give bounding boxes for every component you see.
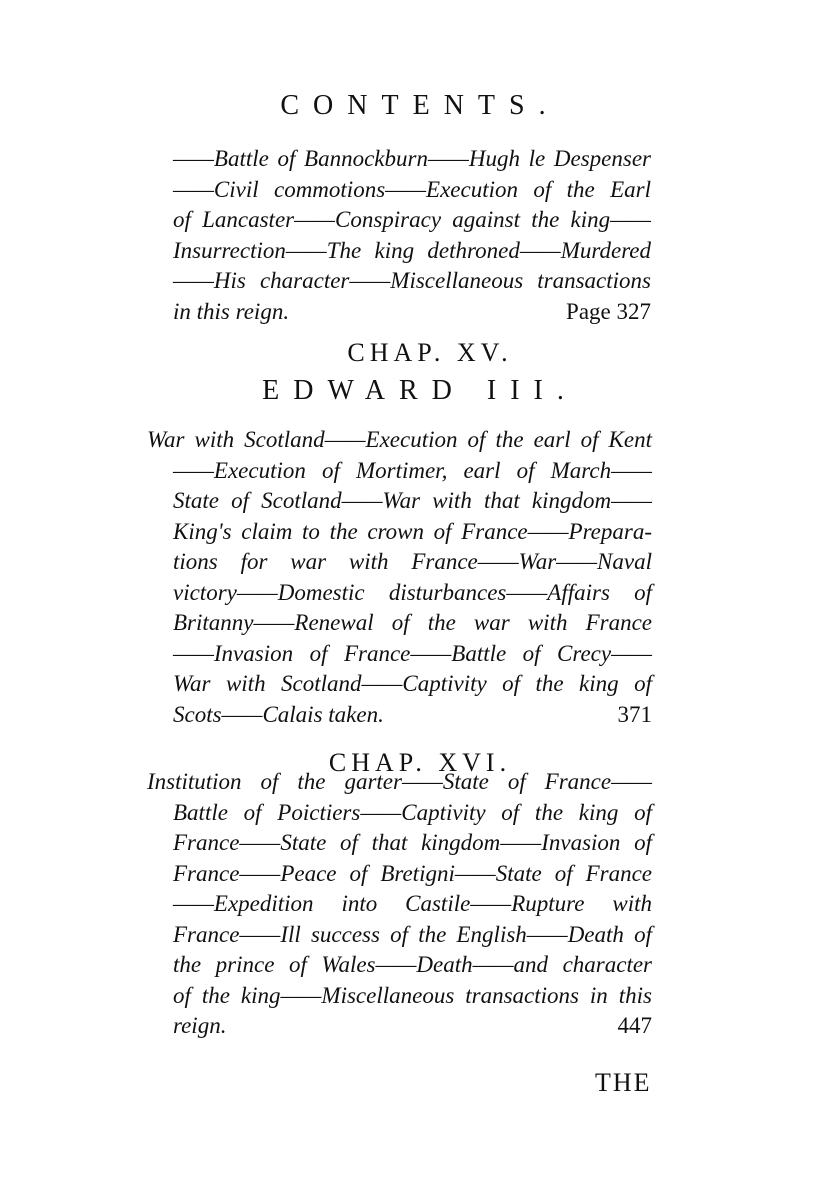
summary-line: France——State of that kingdom——Invasion of bbox=[173, 830, 652, 855]
summary-line: Institution of the garter——State of France—— bbox=[147, 769, 652, 794]
summary-line: Scots——Calais taken. bbox=[173, 701, 384, 727]
page-reference: 371 bbox=[617, 701, 652, 727]
summary-line: ——His character——Miscellaneous transactions bbox=[173, 268, 651, 293]
chapter-title: EDWARD III. bbox=[262, 375, 578, 406]
summary-line: ——Battle of Bannockburn——Hugh le Despenser bbox=[173, 146, 651, 171]
chapter-heading: CHAP. XVI. bbox=[328, 748, 512, 777]
summary-line: France——Ill success of the English——Death of bbox=[173, 921, 652, 947]
summary-line: ——Expedition into Castile——Rupture with bbox=[173, 891, 652, 916]
summary-line-final bbox=[173, 297, 651, 328]
summary-line: War with Scotland——Execution of the earl of Kent bbox=[147, 427, 652, 452]
summary-line: victory——Domestic disturbances——Affairs of bbox=[173, 579, 652, 605]
chapter-heading: CHAP. XV. bbox=[347, 338, 513, 367]
summary-line-final bbox=[147, 1011, 652, 1042]
page-reference: 447 bbox=[617, 1013, 652, 1038]
running-head: CONTENTS. bbox=[280, 90, 560, 121]
summary-line: State of Scotland——War with that kingdom—— bbox=[173, 488, 652, 513]
summary-line: in this reign. bbox=[173, 298, 290, 324]
summary-line: of Lancaster——Conspiracy against the king—— bbox=[173, 207, 651, 232]
chapter16-summary bbox=[147, 767, 652, 1042]
summary-line: War with Scotland——Captivity of the king of bbox=[173, 671, 652, 696]
summary-line: France——Peace of Bretigni——State of France bbox=[173, 860, 652, 886]
summary-line: of the king——Miscellaneous transactions in this bbox=[173, 982, 652, 1008]
summary-line: Insurrection——The king dethroned——Murdered bbox=[173, 237, 651, 263]
summary-line: ——Execution of Mortimer, earl of March—— bbox=[173, 457, 652, 483]
summary-line: Battle of Poictiers——Captivity of the king of bbox=[173, 799, 652, 825]
summary-line: reign. bbox=[173, 1013, 227, 1038]
chapter15-summary bbox=[147, 425, 652, 730]
summary-line: ——Civil commotions——Execution of the Earl bbox=[173, 176, 651, 202]
page-reference: Page 327 bbox=[566, 298, 651, 324]
summary-line: tions for war with France——War——Naval bbox=[173, 549, 652, 574]
summary-line: Britanny——Renewal of the war with France bbox=[173, 610, 652, 635]
summary-line: ——Invasion of France——Battle of Crecy—— bbox=[173, 640, 652, 666]
summary-line-final bbox=[147, 700, 652, 731]
catchword: THE bbox=[595, 1068, 652, 1097]
chapter14-summary bbox=[173, 144, 651, 327]
summary-line: King's claim to the crown of France——Prepara- bbox=[173, 518, 652, 544]
summary-line: the prince of Wales——Death——and character bbox=[173, 952, 652, 977]
